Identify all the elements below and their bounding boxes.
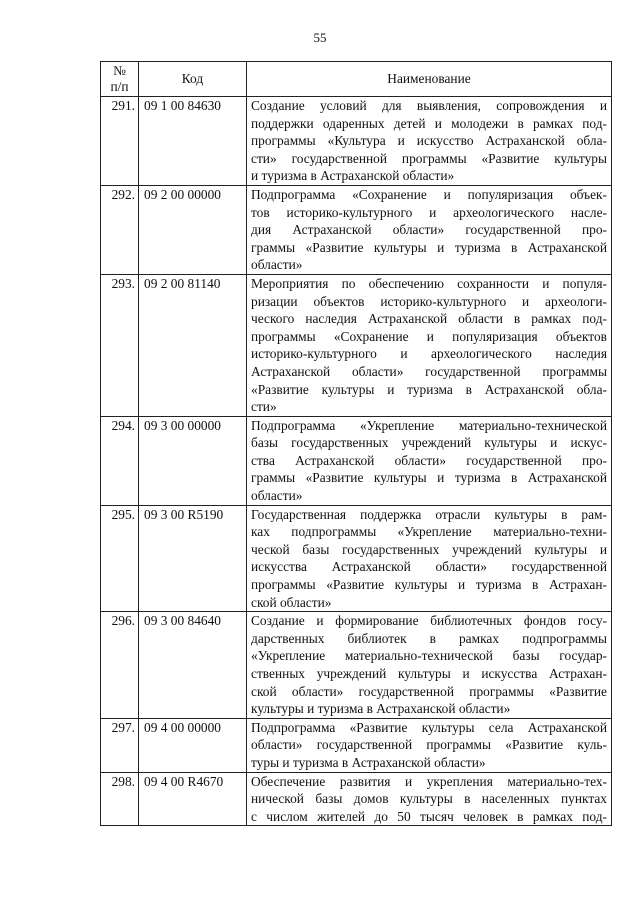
name-line: туры и туризма в Астраханской области» [251,754,486,770]
name-line: Подпрограмма «Укрепление материально-технической [251,417,607,433]
name-line: Обеспечение развития и укрепления материально-тех- [251,773,607,789]
name-line: дарственных библиотек в рамках подпрограммы [251,630,607,646]
table-row [101,274,612,416]
name-line: сти» [251,399,277,415]
name-line: ственных учреждений культуры и искусства Астрахан- [251,666,607,681]
row-name [247,718,612,772]
name-line: Создание условий для выявления, сопровождения и [251,98,607,113]
row-code: 09 2 00 00000 [139,185,247,274]
name-line: базы государственных учреждений культуры и искус- [251,435,607,451]
name-line: Астраханской области» государственной программы [251,363,607,379]
name-line: области» государственной программы «Развитие куль- [251,737,607,753]
row-name [247,505,612,612]
row-number: 297. [101,718,139,772]
row-name [247,416,612,505]
row-number: 293. [101,274,139,416]
row-code: 09 1 00 84630 [139,97,247,186]
name-line: поддержки одаренных детей и молодежи в рамках под- [251,115,607,131]
row-number: 294. [101,416,139,505]
page-number: 55 [313,30,327,45]
name-line: «Укрепление материально-технической базы государ- [251,648,607,664]
table-row [101,505,612,612]
name-line: тов историко-культурного и археологического насле- [251,204,607,220]
row-number: 298. [101,772,139,826]
row-name [247,612,612,719]
name-line: граммы «Развитие культуры и туризма в Астраханской [251,239,607,255]
name-line: области» [251,488,303,504]
name-line: Создание и формирование библиотечных фондов госу- [251,613,607,629]
row-code: 09 3 00 R5190 [139,505,247,612]
table-header-row [101,62,612,97]
name-line: и туризма в Астраханской области» [251,168,455,184]
table-row [101,416,612,505]
row-number: 296. [101,612,139,719]
name-line: Подпрограмма «Развитие культуры села Астраханской [251,719,607,735]
row-code: 09 3 00 84640 [139,612,247,719]
table-row [101,185,612,274]
name-line: граммы «Развитие культуры и туризма в Астраханской [251,470,607,486]
name-line: с числом жителей до 50 тысяч человек в рамках под- [251,808,607,824]
row-code: 09 4 00 00000 [139,718,247,772]
name-line: Государственная поддержка отрасли культуры в рам- [251,506,607,522]
row-number: 292. [101,185,139,274]
name-line: культуры и туризма в Астраханской области» [251,701,511,717]
row-code: 09 4 00 R4670 [139,772,247,826]
name-line: сти» государственной программы «Развитие культуры [251,150,607,166]
name-line: историко-культурного и археологического наследия [251,346,607,362]
header-num: № п/п [101,62,139,97]
header-code: Код [139,62,247,97]
name-line: Подпрограмма «Сохранение и популяризация объек- [251,186,607,202]
name-line: ческого наследия Астраханской области в рамках под- [251,311,607,327]
name-line: ческой базы государственных учреждений культуры и [251,541,607,557]
name-line: «Развитие культуры и туризма в Астраханской обла- [251,381,607,397]
name-line: программы «Развитие культуры и туризма в Астрахан- [251,577,607,593]
name-line: ризации объектов историко-культурного и археологи- [251,293,607,309]
name-line: дия Астраханской области» государственной про- [251,222,607,238]
name-line: ской области» государственной программы «Развитие [251,683,607,699]
name-line: программы «Сохранение и популяризация объектов [251,328,607,344]
name-line: искусства Астраханской области» государственной [251,559,607,575]
name-line: нической базы домов культуры в населенных пунктах [251,791,607,807]
name-line: ства Астраханской области» государственной про- [251,452,607,468]
name-line: ской области» [251,594,332,610]
name-line: Мероприятия по обеспечению сохранности и популя- [251,275,607,291]
table-row [101,97,612,186]
table-row [101,772,612,826]
row-name [247,185,612,274]
row-number: 295. [101,505,139,612]
row-name [247,97,612,186]
name-line: программы «Культура и искусство Астраханской обла- [251,133,607,149]
row-code: 09 2 00 81140 [139,274,247,416]
table-body [101,97,612,826]
name-line: области» [251,257,303,273]
row-number: 291. [101,97,139,186]
table-row [101,718,612,772]
row-name [247,274,612,416]
row-code: 09 3 00 00000 [139,416,247,505]
row-name [247,772,612,826]
code-table [100,61,612,826]
name-line: ках подпрограммы «Укрепление материально-техни- [251,524,607,540]
table-row [101,612,612,719]
header-name: Наименование [247,62,612,97]
